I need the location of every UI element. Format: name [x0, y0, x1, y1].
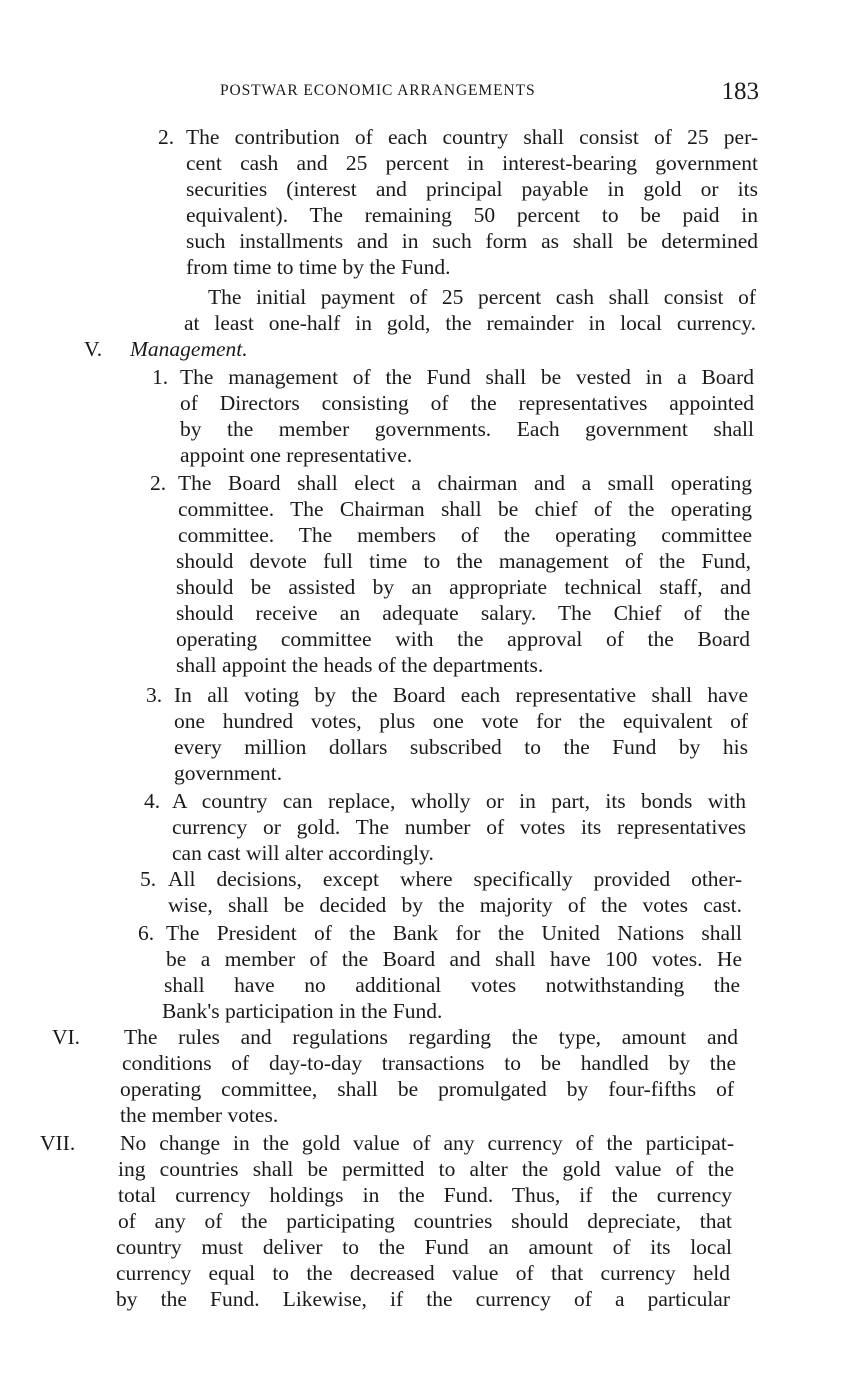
body-line: should receive an adequate salary. The Chief of the [176, 601, 750, 625]
body-line: at least one-half in gold, the remainder in local currency. [184, 311, 756, 335]
body-line: ing countries shall be permitted to alter the gold value of the [118, 1157, 734, 1181]
body-line: The management of the Fund shall be vested in a Board [180, 365, 754, 389]
body-line: one hundred votes, plus one vote for the equivalent of [174, 709, 748, 733]
section-title: Management. [130, 337, 248, 361]
running-head: POSTWAR ECONOMIC ARRANGEMENTS [220, 82, 536, 99]
body-line: of any of the participating countries should depreciate, that [118, 1209, 732, 1233]
section-numeral: VII. [40, 1131, 76, 1155]
body-line: should devote full time to the management of the Fund, [176, 549, 751, 573]
body-line: The Board shall elect a chairman and a small operating [178, 471, 752, 495]
body-line: equivalent). The remaining 50 percent to be paid in [186, 203, 758, 227]
body-line: currency or gold. The number of votes its representatives [172, 815, 746, 839]
body-line: such installments and in such form as shall be determined [186, 229, 758, 253]
body-line: by the Fund. Likewise, if the currency of a particular [116, 1287, 730, 1311]
page-number: 183 [721, 78, 759, 105]
body-line: shall appoint the heads of the departments. [176, 653, 544, 677]
page-header [0, 78, 841, 114]
body-line: All decisions, except where specifically provided other- [168, 867, 742, 891]
body-line: conditions of day-to-day transactions to be handled by the [122, 1051, 736, 1075]
section-numeral: VI. [52, 1025, 81, 1049]
item-number: 4. [144, 789, 161, 813]
body-line: appoint one representative. [180, 443, 413, 467]
body-line: In all voting by the Board each representative shall have [174, 683, 748, 707]
body-line: wise, shall be decided by the majority of the votes cast. [168, 893, 742, 917]
body-line: A country can replace, wholly or in part, its bonds with [172, 789, 746, 813]
body-line: of Directors consisting of the representatives appointed [180, 391, 754, 415]
item-number: 2. [158, 125, 175, 149]
body-line: committee. The members of the operating committee [178, 523, 752, 547]
body-line: operating committee with the approval of the Board [176, 627, 750, 651]
body-line: shall have no additional votes notwithstanding the [164, 973, 740, 997]
item-number: 2. [150, 471, 167, 495]
body-line: The President of the Bank for the United Nations shall [166, 921, 742, 945]
body-line: country must deliver to the Fund an amount of its local [116, 1235, 732, 1259]
body-line: The contribution of each country shall consist of 25 per- [186, 125, 758, 149]
body-line: currency equal to the decreased value of that currency held [116, 1261, 730, 1285]
body-line: The initial payment of 25 percent cash shall consist of [208, 285, 756, 309]
body-line: No change in the gold value of any currency of the participat- [120, 1131, 734, 1155]
section-numeral: V. [84, 337, 103, 361]
body-line: can cast will alter accordingly. [172, 841, 434, 865]
item-number: 3. [146, 683, 163, 707]
body-line: Bank's participation in the Fund. [162, 999, 443, 1023]
body-line: securities (interest and principal payable in gold or its [186, 177, 758, 201]
item-number: 1. [152, 365, 169, 389]
body-line: cent cash and 25 percent in interest-bearing government [186, 151, 758, 175]
body-line: should be assisted by an appropriate technical staff, and [176, 575, 751, 599]
body-line: every million dollars subscribed to the Fund by his [174, 735, 748, 759]
body-line: by the member governments. Each government shall [180, 417, 754, 441]
body-line: from time to time by the Fund. [186, 255, 451, 279]
body-line: The rules and regulations regarding the type, amount and [124, 1025, 738, 1049]
body-line: total currency holdings in the Fund. Thus, if the currency [118, 1183, 732, 1207]
item-number: 5. [140, 867, 157, 891]
body-line: the member votes. [120, 1103, 279, 1127]
item-number: 6. [138, 921, 155, 945]
body-line: be a member of the Board and shall have 100 votes. He [166, 947, 742, 971]
body-line: committee. The Chairman shall be chief of the operating [178, 497, 752, 521]
body-line: government. [174, 761, 283, 785]
body-line: operating committee, shall be promulgated by four-fifths of [120, 1077, 734, 1101]
